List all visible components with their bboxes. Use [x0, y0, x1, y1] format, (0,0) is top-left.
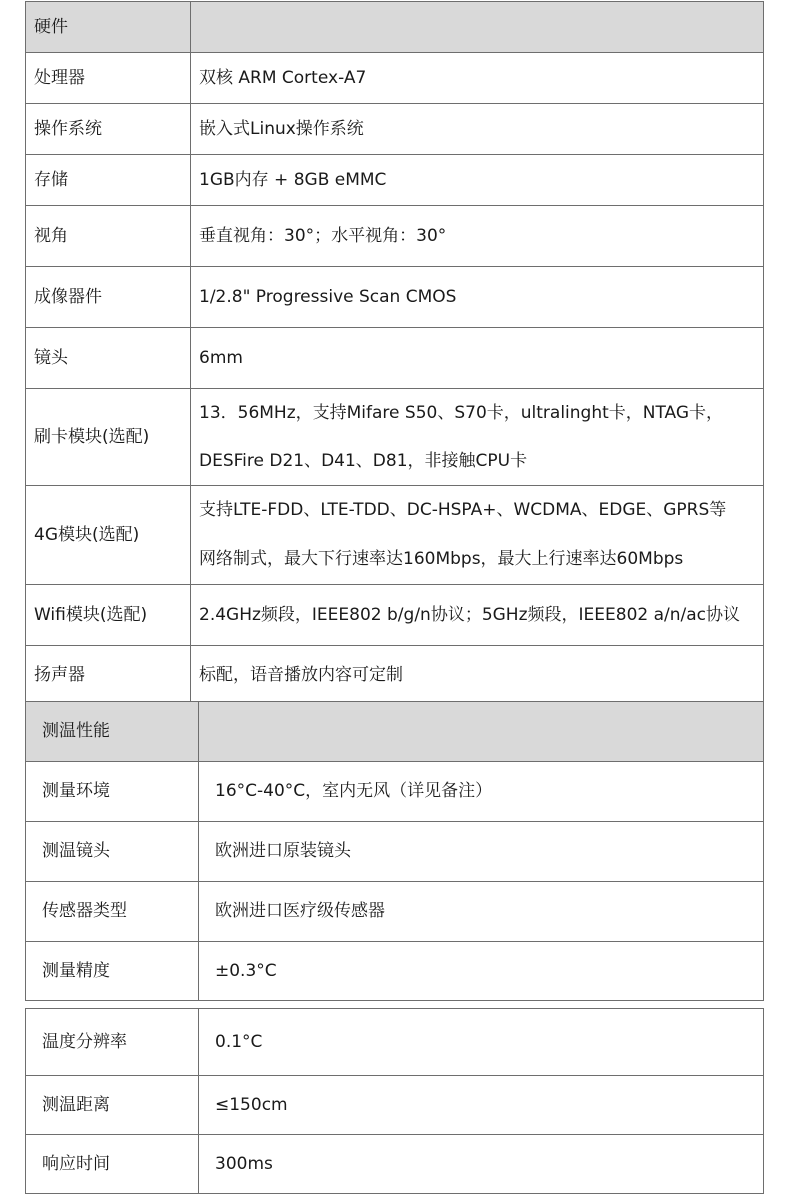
row-value: 16°C-40°C，室内无风（详见备注）: [199, 762, 764, 822]
table-row: [26, 389, 764, 486]
temperature-spec-table: [25, 701, 764, 1001]
row-value: 双核 ARM Cortex-A7: [191, 53, 764, 104]
hardware-header-row: [26, 2, 764, 53]
row-label: 镜头: [26, 328, 191, 389]
row-label: 响应时间: [26, 1135, 199, 1194]
table-row: [26, 1076, 764, 1135]
hardware-spec-table: [25, 1, 764, 705]
row-label: 成像器件: [26, 267, 191, 328]
row-value: 1GB内存 + 8GB eMMC: [191, 155, 764, 206]
row-label: 测温镜头: [26, 822, 199, 882]
row-value: 6mm: [191, 328, 764, 389]
table-row: [26, 155, 764, 206]
row-value: 嵌入式Linux操作系统: [191, 104, 764, 155]
row-value-line: 13．56MHz，支持Mifare S50、S70卡，ultralinght卡，NTAG卡，: [199, 403, 724, 423]
row-value: 欧洲进口医疗级传感器: [199, 882, 764, 942]
row-value: 垂直视角：30°；水平视角：30°: [191, 206, 764, 267]
row-label: 测量环境: [26, 762, 199, 822]
row-label: 操作系统: [26, 104, 191, 155]
row-label: 视角: [26, 206, 191, 267]
row-value: 标配，语音播放内容可定制: [191, 646, 764, 705]
row-value: 300ms: [199, 1135, 764, 1194]
table-row: [26, 585, 764, 646]
hardware-section-title: 硬件: [26, 2, 191, 53]
row-value-line: 网络制式，最大下行速率达160Mbps，最大上行速率达60Mbps: [199, 549, 684, 569]
row-label: 温度分辨率: [26, 1009, 199, 1076]
table-row: [26, 328, 764, 389]
row-value: 欧洲进口原装镜头: [199, 822, 764, 882]
row-value-line: 支持LTE-FDD、LTE-TDD、DC-HSPA+、WCDMA、EDGE、GPRS等: [199, 500, 727, 520]
table-row: [26, 267, 764, 328]
row-label: Wifi模块(选配): [26, 585, 191, 646]
row-label: 测温距离: [26, 1076, 199, 1135]
row-value: 1/2.8" Progressive Scan CMOS: [191, 267, 764, 328]
row-value: 2.4GHz频段，IEEE802 b/g/n协议；5GHz频段，IEEE802 a/n/ac协议: [191, 585, 764, 646]
row-value-line: DESFire D21、D41、D81，非接触CPU卡: [199, 451, 528, 471]
table-row: [26, 646, 764, 705]
table-row: [26, 206, 764, 267]
temperature-header-row: [26, 702, 764, 762]
temperature-spec-table-continued: [25, 1008, 764, 1194]
row-value: ±0.3°C: [199, 942, 764, 1001]
table-row: [26, 1135, 764, 1194]
row-label: 扬声器: [26, 646, 191, 705]
row-label: 存储: [26, 155, 191, 206]
row-value: ≤150cm: [199, 1076, 764, 1135]
temperature-section-title: 测温性能: [26, 702, 199, 762]
row-value: [191, 389, 764, 486]
table-row: [26, 822, 764, 882]
hardware-header-blank: [191, 2, 764, 53]
row-label: 4G模块(选配): [26, 486, 191, 585]
row-label: 刷卡模块(选配): [26, 389, 191, 486]
table-row: [26, 53, 764, 104]
row-value: 0.1°C: [199, 1009, 764, 1076]
table-row: [26, 882, 764, 942]
row-label: 传感器类型: [26, 882, 199, 942]
table-row: [26, 942, 764, 1001]
row-label: 测量精度: [26, 942, 199, 1001]
temperature-header-blank: [199, 702, 764, 762]
row-label: 处理器: [26, 53, 191, 104]
table-row: [26, 486, 764, 585]
table-row: [26, 1009, 764, 1076]
table-row: [26, 104, 764, 155]
row-value: [191, 486, 764, 585]
table-row: [26, 762, 764, 822]
